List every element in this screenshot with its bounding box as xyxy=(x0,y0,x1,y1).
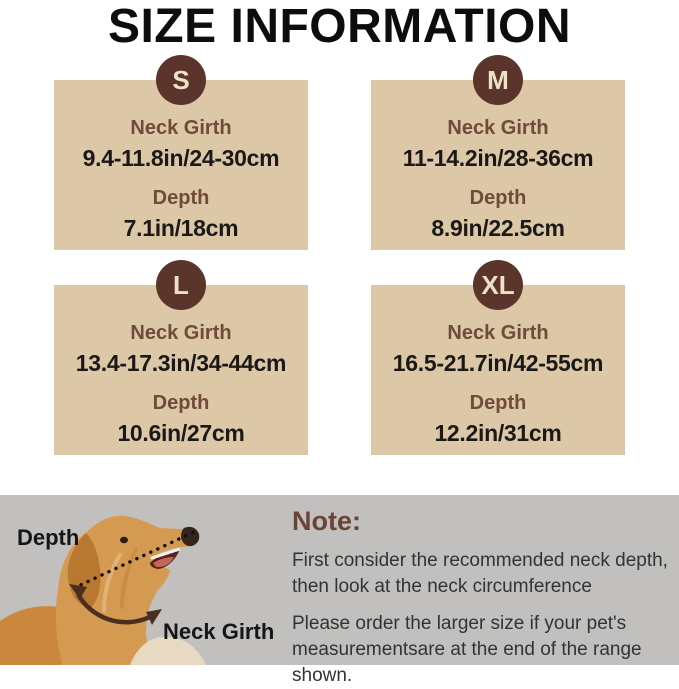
depth-label: Depth xyxy=(152,392,210,414)
note-paragraph-2 xyxy=(292,611,672,689)
depth-value: 8.9in/22.5cm xyxy=(431,215,565,241)
diagram-neck-girth-label: Neck Girth xyxy=(163,619,275,644)
note-line: Please order the larger size if your pet's xyxy=(292,613,627,634)
note-section xyxy=(292,505,672,689)
size-badge-xl xyxy=(473,260,523,310)
dog-measurement-diagram xyxy=(0,495,290,665)
neck-girth-label: Neck Girth xyxy=(447,117,549,139)
depth-value: 12.2in/31cm xyxy=(434,420,562,446)
note-line: First consider the recommended neck depth, xyxy=(292,550,668,571)
neck-girth-label: Neck Girth xyxy=(130,117,232,139)
depth-value: 10.6in/27cm xyxy=(117,420,245,446)
depth-label: Depth xyxy=(152,187,210,209)
note-line: shown. xyxy=(292,665,353,686)
note-heading: Note: xyxy=(292,506,361,536)
neck-girth-label: Neck Girth xyxy=(447,322,549,344)
size-badge-s xyxy=(156,55,206,105)
size-badge-m xyxy=(473,55,523,105)
neck-girth-label: Neck Girth xyxy=(130,322,232,344)
neck-girth-value: 9.4-11.8in/24-30cm xyxy=(82,145,280,171)
size-card-m xyxy=(371,64,625,250)
note-line: measurementsare at the end of the range xyxy=(292,639,642,660)
neck-girth-value: 13.4-17.3in/34-44cm xyxy=(75,350,287,376)
size-card-l xyxy=(54,269,308,455)
note-line: then look at the neck circumference xyxy=(292,576,592,597)
neck-girth-value: 11-14.2in/28-36cm xyxy=(402,145,594,171)
size-card-s xyxy=(54,64,308,250)
size-badge-l xyxy=(156,260,206,310)
depth-value: 7.1in/18cm xyxy=(123,215,239,241)
dog-eye xyxy=(120,537,128,543)
size-badge-letter: XL xyxy=(481,269,515,300)
size-badge-letter: S xyxy=(172,64,190,95)
neck-girth-value: 16.5-21.7in/42-55cm xyxy=(392,350,604,376)
size-badge-letter: L xyxy=(173,269,189,300)
page-title: SIZE INFORMATION xyxy=(107,0,572,53)
note-paragraph-1 xyxy=(292,548,672,600)
size-badge-letter: M xyxy=(487,64,509,95)
size-cards-grid xyxy=(0,64,679,455)
depth-label: Depth xyxy=(469,187,527,209)
depth-label: Depth xyxy=(469,392,527,414)
diagram-depth-label: Depth xyxy=(17,525,80,550)
size-card-xl xyxy=(371,269,625,455)
measurement-note-panel xyxy=(0,495,679,686)
